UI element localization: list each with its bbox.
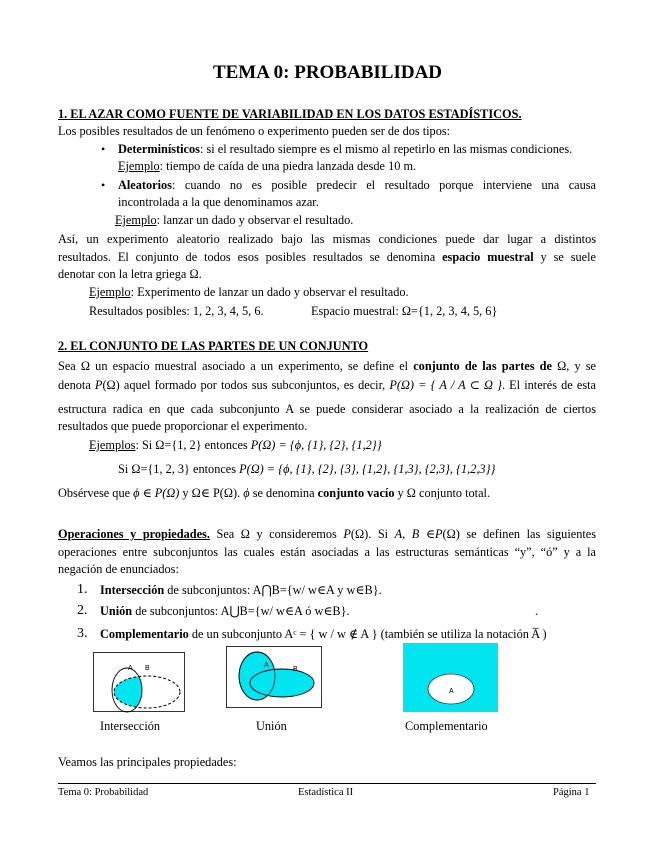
operations-line-3: negación de enunciados: <box>58 562 179 576</box>
section-2-line-1 <box>58 359 596 374</box>
deterministic-term: Determinísticos <box>118 142 200 156</box>
intersection-label-b: B <box>145 665 150 672</box>
section-2-line-2 <box>58 378 596 393</box>
s2-l2-p: P <box>94 378 103 392</box>
ops-l1-g: (Ω) se definen las siguientes <box>442 527 597 541</box>
section-2-line-4: resultados que puede proporcionar el experimento. <box>58 419 308 433</box>
intersection-diagram <box>93 652 185 712</box>
obs-g: y Ω conjunto total. <box>394 486 491 500</box>
obs-c: y Ω∈ P(Ω). <box>179 486 244 500</box>
example-1-text: : Si Ω={1, 2} entonces <box>135 438 251 452</box>
paragraph-line-2-a: resultados. El conjunto de todos esos posibles resultados se denomina <box>58 250 443 264</box>
dice-example-text: : Experimento de lanzar un dado y observar el resultado. <box>130 285 409 299</box>
complement-label-a: A <box>449 688 454 695</box>
intersection-caption: Intersección <box>100 719 161 733</box>
paragraph-line-2-c: y se suele <box>533 250 596 264</box>
item-complement <box>100 627 547 642</box>
examples-label: Ejemplos <box>89 438 136 452</box>
sample-space-value: Espacio muestral: Ω={1, 2, 3, 4, 5, 6} <box>311 304 498 318</box>
s2-l2-d: . El interés de esta <box>501 378 596 392</box>
possible-results: Resultados posibles: 1, 2, 3, 4, 5, 6. <box>89 304 264 318</box>
deterministic-example-text: : tiempo de caída de una piedra lanzada desde 10 m. <box>159 159 417 173</box>
intersection-text: de subconjuntos: A⋂B={w/ w∈A y w∈B}. <box>164 583 382 597</box>
ops-l1-c: (Ω). Si <box>350 527 395 541</box>
page-title: TEMA 0: PROBABILIDAD <box>212 62 443 83</box>
operations-line-1 <box>58 527 596 542</box>
item-3-number: 3. <box>77 626 88 641</box>
random-text-1: : cuando no es posible predecir el resultado porque interviene una causa <box>171 178 596 192</box>
operations-line-2: operaciones entre subconjuntos las cuales están asociadas a las estructuras semánticas “y”, “ó” y a la <box>58 545 596 559</box>
dice-example-label: Ejemplo <box>89 285 131 299</box>
power-set-formula: P(Ω) = { A / A ⊂ Ω } <box>389 378 502 392</box>
example-1 <box>89 438 382 453</box>
obs-a: Obsérvese que <box>58 486 134 500</box>
example-1-formula: P(Ω) = {ϕ, {1}, {2}, {1,2}} <box>250 438 382 452</box>
complement-term: Complementario <box>100 627 189 641</box>
union-set-b <box>250 669 314 697</box>
paragraph-line-3: denotar con la letra griega Ω. <box>58 267 202 281</box>
deterministic-text: : si el resultado siempre es el mismo al repetirlo en las mismas condiciones. <box>199 142 573 156</box>
ops-l1-f: P <box>434 527 443 541</box>
section-1-heading: 1. EL AZAR COMO FUENTE DE VARIABILIDAD EN LOS DATOS ESTADÍSTICOS. <box>58 107 522 121</box>
empty-set-term: conjunto vacío <box>317 486 395 500</box>
section-1-intro: Los posibles resultados de un fenómeno o experimento pueden ser de dos tipos: <box>58 124 451 138</box>
deterministic-example-label: Ejemplo <box>118 159 160 173</box>
bullet-random: • <box>101 178 106 192</box>
closing-line: Veamos las principales propiedades: <box>58 755 237 769</box>
ops-l1-d: A, B <box>394 527 420 541</box>
operations-heading: Operaciones y propiedades. <box>58 527 210 541</box>
item-1-number: 1. <box>77 582 88 597</box>
example-2-text: Si Ω={1, 2, 3} entonces <box>118 462 240 476</box>
intersection-label-a: A <box>128 665 133 672</box>
union-caption: Unión <box>256 719 287 733</box>
dice-example <box>89 285 409 300</box>
union-label-a: A <box>264 662 269 669</box>
union-term: Unión <box>100 604 133 618</box>
obs-d: ϕ <box>243 486 250 500</box>
section-2-heading: 2. EL CONJUNTO DE LAS PARTES DE UN CONJUNTO <box>58 339 369 353</box>
footer-left: Tema 0: Probabilidad <box>58 787 149 798</box>
power-set-term: conjunto de las partes de <box>413 359 552 373</box>
item-intersection <box>100 583 382 598</box>
paragraph-line-1: Así, un experimento aleatorio realizado bajo las mismas condiciones puede dar lugar a distintos <box>58 232 596 246</box>
footer-right: Página 1 <box>553 787 590 798</box>
s2-l2-c: (Ω) aquel formado por todos sus subconjuntos, es decir, <box>102 378 390 392</box>
random-example-label: Ejemplo <box>115 213 157 227</box>
item-union <box>100 604 350 619</box>
footer-center: Estadística II <box>298 787 354 798</box>
ops-l1-e: ∈ <box>419 527 435 541</box>
trailing-dot: . <box>535 604 539 618</box>
observation-line <box>58 486 490 501</box>
random-line-2: incontrolada a la que denominamos azar. <box>118 195 319 209</box>
section-2-line-3: estructura radica en que cada subconjunto A se puede considerar asociado a la realización de ciertos <box>58 402 596 416</box>
deterministic-line <box>118 142 572 157</box>
union-text: de subconjuntos: A⋃B={w/ w∈A ó w∈B}. <box>132 604 350 618</box>
union-diagram <box>226 646 322 708</box>
item-2-number: 2. <box>77 603 88 618</box>
complement-caption: Complementario <box>405 719 488 733</box>
obs-b: ϕ ∈ P(Ω) <box>133 486 180 500</box>
example-2-formula: P(Ω) = {ϕ, {1}, {2}, {3}, {1,2}, {1,3}, {2,3}, {1,2,3}} <box>239 462 496 476</box>
deterministic-example <box>118 159 416 174</box>
s2-l1-a: Sea Ω un espacio muestral asociado a un experimento, se define el <box>58 359 414 373</box>
complement-text: de un subconjunto Aᶜ = { w / w ∉ A } (también se utiliza la notación A̅ ) <box>188 627 547 641</box>
s2-l2-a: denota <box>58 378 95 392</box>
random-example-text: : lanzar un dado y observar el resultado. <box>156 213 354 227</box>
obs-e: se denomina <box>249 486 318 500</box>
intersection-term: Intersección <box>100 583 165 597</box>
paragraph-line-2 <box>58 250 596 265</box>
ops-l1-a: Sea Ω y consideremos <box>209 527 344 541</box>
random-example <box>115 213 353 228</box>
union-label-b: B <box>293 666 298 673</box>
ops-l1-b: P <box>343 527 351 541</box>
sample-space-term: espacio muestral <box>442 250 534 264</box>
random-term: Aleatorios <box>118 178 172 192</box>
example-2 <box>118 462 495 477</box>
complement-diagram <box>403 643 498 712</box>
bullet-deterministic: • <box>101 142 106 156</box>
s2-l1-c: Ω, y se <box>551 359 596 373</box>
random-line-1 <box>118 178 596 193</box>
footer-rule <box>58 783 596 784</box>
